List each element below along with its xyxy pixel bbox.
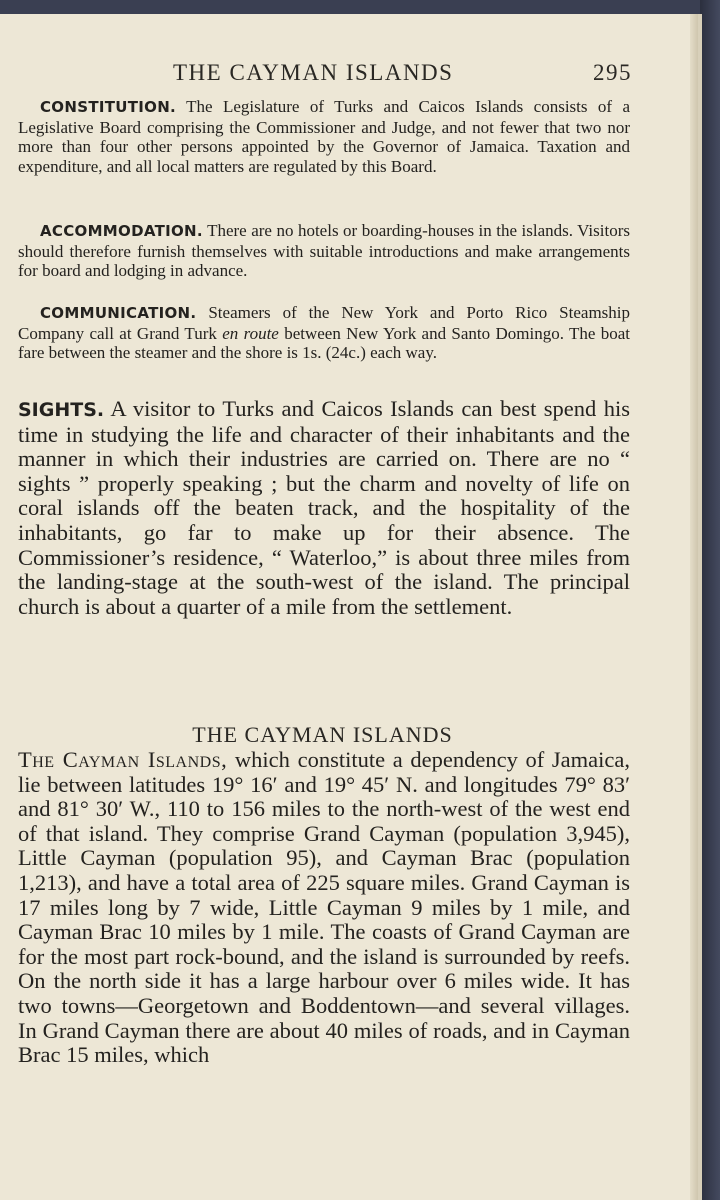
- cayman-lead: The Cayman Islands,: [18, 747, 228, 772]
- communication-text-before: Steamers of the New York and Porto Rico Steamship Company call at Grand Turk: [18, 303, 631, 343]
- page-edge: [690, 14, 698, 1200]
- constitution-lead: CONSTITUTION.: [40, 98, 177, 116]
- accommodation-lead: ACCOMMODATION.: [40, 222, 203, 240]
- communication-italic: en route: [222, 323, 279, 343]
- sights-paragraph: [18, 397, 630, 619]
- running-title: THE CAYMAN ISLANDS: [173, 60, 454, 85]
- accommodation-paragraph: [18, 221, 630, 281]
- sights-lead: SIGHTS.: [18, 399, 105, 421]
- communication-text-after: between New York and Santo Domingo. The boat fare between the steamer and the shore is 1s. (24c.) each way.: [18, 323, 631, 362]
- constitution-paragraph: [18, 97, 630, 176]
- cayman-text: which constitute a dependency of Jamaica, lie between latitudes 19° 16′ and 19° 45′ N. and longitudes 79° 83′ and 81° 30′ W., 110 to 156 miles to the north-west of the west end of that island. They comprise Grand Cayman (population 3,945), Little Cayman (population 95), and Cayman Brac (population 1,213), and have a total area of 225 square miles. Grand Cayman is 17 miles long by 7 wide, Little Cayman 9 miles by 1 mile, and Cayman Brac 10 miles by 1 mile. The coasts of Grand Cayman are for the most part rock-bound, and the island is surrounded by reefs. On the north side it has a large harbour over 6 miles wide. It has two towns—Georgetown and Boddentown—and several villages. In Grand Cayman there are about 40 miles of roads, and in Cayman Brac 15 miles, which: [18, 747, 630, 1068]
- page-number: 295: [593, 60, 632, 85]
- background-edge: [700, 0, 720, 1200]
- cayman-paragraph: [18, 748, 630, 1068]
- sights-text: A visitor to Turks and Caicos Islands can best spend his time in studying the life and character of their inhabitants and the manner in which their industries are carried on. There are no “ sights ” properly speaking ; but the charm and novelty of life on coral islands off the beaten track, and the hospitality of the inhabitants, go far to make up for their absence. The Commissioner’s residence, “ Waterloo,” is about three miles from the landing-stage at the south-west of the island. The principal church is about a quarter of a mile from the settlement.: [18, 396, 630, 619]
- communication-lead: COMMUNICATION.: [40, 304, 197, 322]
- book-page: [0, 14, 702, 1200]
- constitution-text: The Legislature of Turks and Caicos Islands consists of a Legislative Board comprising the Commissioner and Judge, and not fewer that two nor more than four other persons appointed by the Governor of Jamaica. Taxation and expenditure, and all local matters are regulated by this Board.: [18, 97, 630, 176]
- communication-paragraph: [18, 303, 630, 363]
- accommodation-text: There are no hotels or boarding-houses in the islands. Visitors should therefore furnish themselves with suitable introductions and make arrangements for board and lodging in advance.: [18, 221, 630, 280]
- section-heading: THE CAYMAN ISLANDS: [192, 722, 453, 747]
